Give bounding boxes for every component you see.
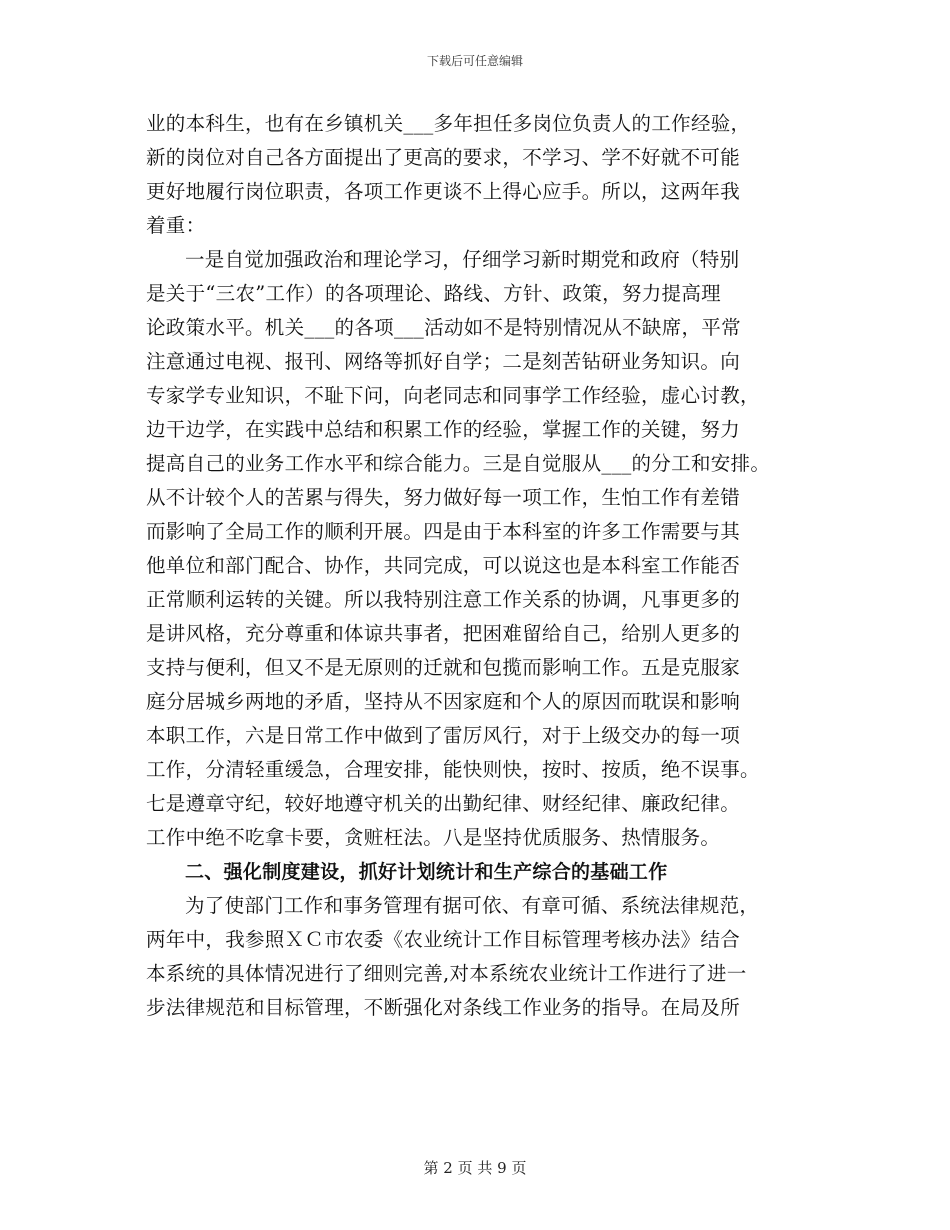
text-line: 着重： [146, 214, 206, 237]
text-line: 是讲风格，充分尊重和体谅共事者，把困难留给自己，给别人更多的 [146, 622, 741, 645]
text-line: 庭分居城乡两地的矛盾，坚持从不因家庭和个人的原因而耽误和影响 [146, 690, 741, 713]
text-line: 他单位和部门配合、协作，共同完成，可以说这也是本科室工作能否 [146, 554, 741, 577]
text-line: 业的本科生，也有在乡镇机关___多年担任多岗位负责人的工作经验， [146, 112, 751, 135]
text-line: 而影响了全局工作的顺利开展。四是由于本科室的许多工作需要与其 [146, 520, 741, 543]
text-line: 边干边学，在实践中总结和积累工作的经验，掌握工作的关键，努力 [146, 418, 741, 441]
text-line: 本系统的具体情况进行了细则完善,对本系统农业统计工作进行了进一 [146, 962, 747, 985]
document-body [146, 107, 816, 1025]
text-line: 提高自己的业务工作水平和综合能力。三是自觉服从___的分工和安排。 [146, 452, 771, 475]
text-line: 正常顺利运转的关键。所以我特别注意工作关系的协调，凡事更多的 [146, 588, 741, 611]
text-line: 注意通过电视、报刊、网络等抓好自学；二是刻苦钻研业务知识。向 [146, 350, 741, 373]
paragraph-start-line: 一是自觉加强政治和理论学习，仔细学习新时期党和政府（特别 [185, 248, 740, 271]
text-line: 步法律规范和目标管理，不断强化对条线工作业务的指导。在局及所 [146, 996, 741, 1019]
text-line: 从不计较个人的苦累与得失，努力做好每一项工作，生怕工作有差错 [146, 486, 741, 509]
text-line: 两年中，我参照ＸＣ市农委《农业统计工作目标管理考核办法》结合 [146, 928, 741, 951]
text-line: 工作，分清轻重缓急，合理安排，能快则快，按时、按质，绝不误事。 [146, 758, 760, 781]
text-line: 新的岗位对自己各方面提出了更高的要求，不学习、学不好就不可能 [146, 146, 741, 169]
header-note: 下载后可任意编辑 [426, 54, 523, 68]
page-number: 第 2 页 共 9 页 [423, 1159, 527, 1177]
text-line: 专家学专业知识，不耻下问，向老同志和同事学工作经验，虚心讨教， [146, 384, 760, 407]
text-line: 七是遵章守纪，较好地遵守机关的出勤纪律、财经纪律、廉政纪律。 [146, 792, 741, 815]
text-line: 本职工作，六是日常工作中做到了雷厉风行，对于上级交办的每一项 [146, 724, 741, 747]
text-line: 论政策水平。机关___的各项___活动如不是特别情况从不缺席，平常 [146, 316, 741, 339]
section-heading: 二、强化制度建设，抓好计划统计和生产综合的基础工作 [185, 861, 668, 883]
text-line: 支持与便利，但又不是无原则的迁就和包揽而影响工作。五是克服家 [146, 656, 741, 679]
paragraph-start-line: 为了使部门工作和事务管理有据可依、有章可循、系统法律规范， [185, 894, 760, 917]
text-line: 更好地履行岗位职责，各项工作更谈不上得心应手。所以，这两年我 [146, 180, 741, 203]
text-line: 工作中绝不吃拿卡要，贪赃枉法。八是坚持优质服务、热情服务。 [146, 826, 721, 849]
text-line: 是关于“三农”工作）的各项理论、路线、方针、政策，努力提高理 [146, 282, 721, 305]
